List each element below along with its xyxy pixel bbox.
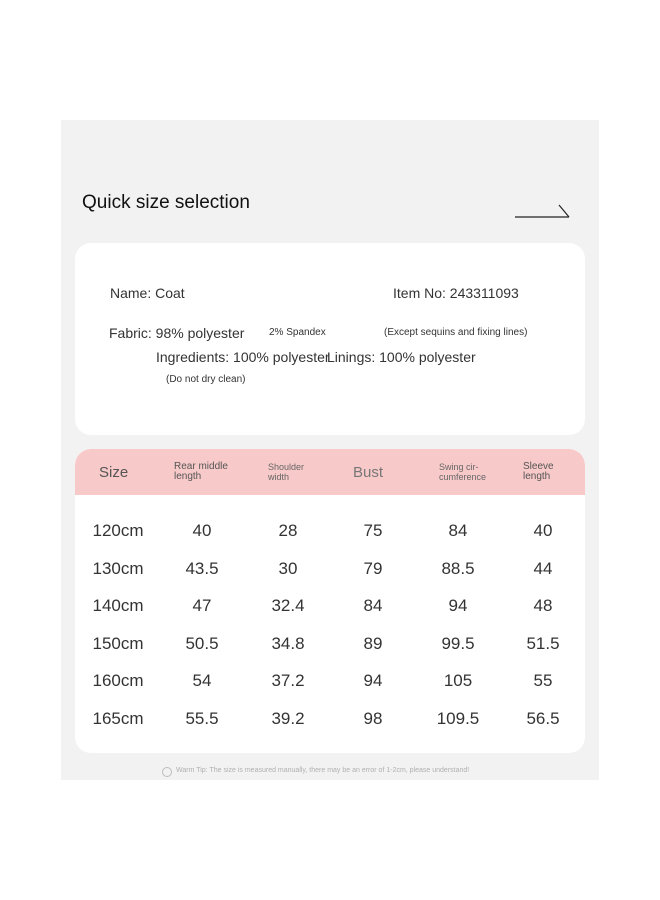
header-rear-middle-length: Rear middle length [174,461,228,482]
table-row [75,701,585,737]
table-cell: 150cm [92,633,144,653]
table-cell: 94 [448,596,468,615]
table-cell: 79 [363,558,383,578]
table-row [75,513,585,549]
table-cell: 55.5 [185,708,219,728]
header-swing-circumference: Swing cir- cumference [439,462,487,482]
table-cell: 120cm [92,521,144,540]
table-cell: 37.2 [271,671,305,690]
table-cell: 140cm [92,596,144,615]
table-cell: 105 [443,671,473,690]
table-cell: 84 [363,596,383,615]
table-cell: 47 [192,596,212,615]
table-cell: 44 [533,558,553,578]
table-cell: 34.8 [271,633,305,653]
table-cell: 98 [363,708,383,728]
table-header [75,449,585,495]
table-row [75,588,585,624]
table-cell: 40 [192,521,212,540]
table-cell: 99.5 [441,633,475,653]
table-cell: 39.2 [271,708,305,728]
table-cell: 32.4 [271,596,305,615]
header-sleeve-length: Sleeve length [523,461,554,482]
size-table [75,449,585,753]
care-note: (Do not dry clean) [166,374,246,385]
table-cell: 30 [278,558,298,578]
table-cell: 48 [533,596,553,615]
except-note: (Except sequins and fixing lines) [384,327,528,338]
spandex-text: 2% Spandex [269,327,326,338]
table-cell: 75 [363,521,383,540]
table-cell: 165cm [92,708,144,728]
table-row [75,626,585,662]
ingredients-text: Ingredients: 100% polyester [156,349,330,365]
fabric-text: Fabric: 98% polyester [109,325,245,341]
table-cell: 43.5 [185,558,219,578]
table-cell: 94 [363,671,383,690]
table-cell: 109.5 [436,708,480,728]
page-title: Quick size selection [82,192,250,213]
header-size: Size [99,463,129,481]
table-row [75,551,585,587]
product-name: Name: Coat [110,285,185,301]
warm-tip: Warm Tip: The size is measured manually, there may be an error of 1-2cm, please understand! [176,767,470,774]
product-info-card [75,243,585,435]
header-shoulder-width: Shoulder width [268,462,305,482]
header-bust: Bust [353,463,384,481]
table-cell: 56.5 [526,708,560,728]
table-cell: 54 [192,671,212,690]
table-row [75,663,585,699]
item-number: Item No: 243311093 [393,285,519,301]
table-cell: 130cm [92,558,144,578]
size-guide-panel [61,120,599,780]
table-cell: 88.5 [441,558,475,578]
table-cell: 89 [363,633,383,653]
smile-icon [162,767,172,777]
table-cell: 55 [533,671,553,690]
table-cell: 28 [278,521,298,540]
table-cell: 51.5 [526,633,560,653]
table-cell: 50.5 [185,633,219,653]
table-cell: 40 [533,521,553,540]
table-cell: 84 [448,521,468,540]
arrow-right-icon [513,202,573,220]
linings-text: Linings: 100% polyester [327,349,476,365]
table-cell: 160cm [92,671,144,690]
